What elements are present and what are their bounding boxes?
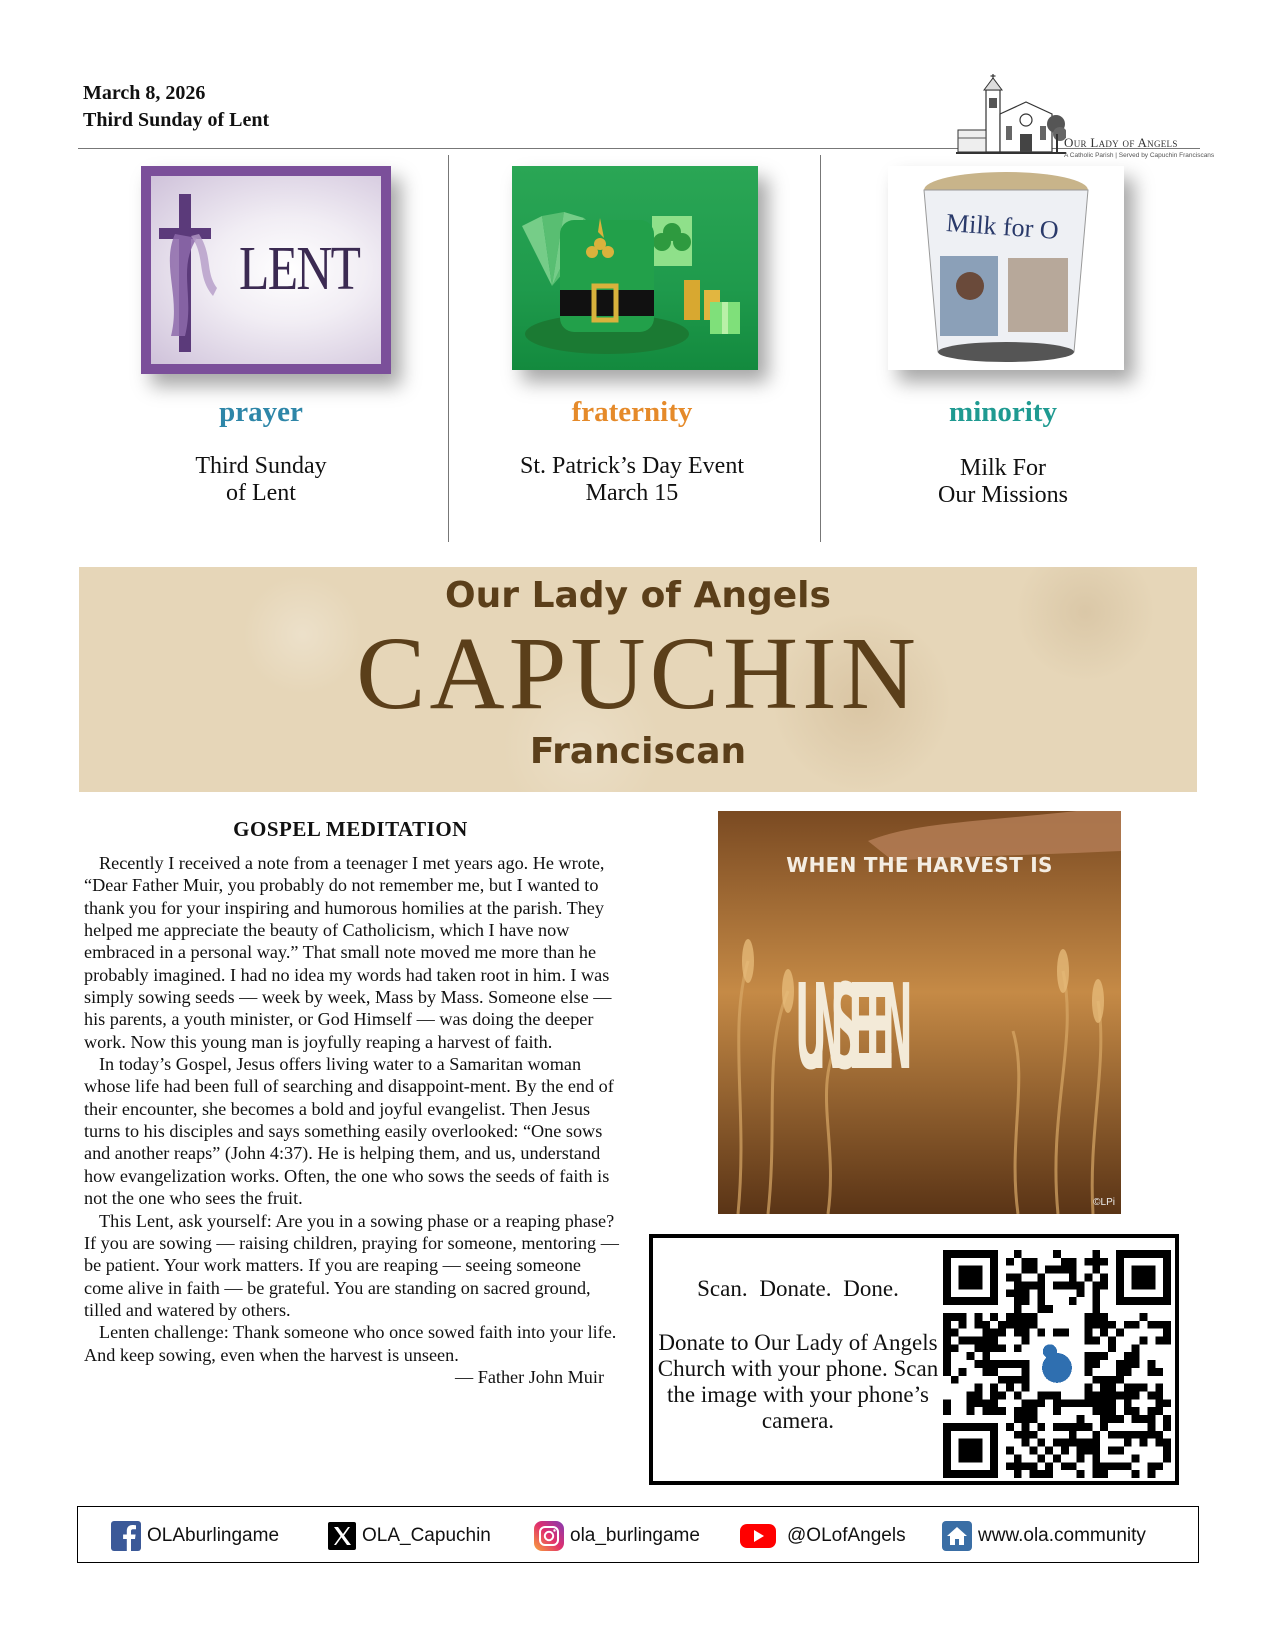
facebook-link[interactable] [111,1522,279,1550]
can-label-text: Milk for O [945,208,1060,245]
fraternity-heading: fraternity [571,396,693,428]
prayer-caption [101,453,421,507]
fraternity-caption-line1: St. Patrick’s Day Event [520,453,744,479]
minority-caption-line1: Milk For [959,455,1046,481]
bulletin-date: March 8, 2026 [83,82,206,104]
fraternity-caption [472,453,792,507]
website-link[interactable] [942,1522,1146,1550]
x-handle: OLA_Capuchin [362,1525,491,1546]
harvest-top-text: WHEN THE HARVEST IS [786,853,1053,877]
column-divider-2 [820,155,821,542]
lent-image [141,166,391,374]
instagram-icon [534,1521,564,1551]
donate-box [649,1234,1179,1485]
gospel-body [84,852,624,1388]
logo-name: Our Lady of Angels [1064,135,1178,150]
gospel-paragraph: Recently I received a note from a teenager I met years ago. He wrote, “Dear Father Muir, you probably do not remember me, but I wanted to thank you for your inspiring and humorous homilies at the parish. They helped me appreciate the beauty of Catholicism, which I have now embraced in a personal way.” That small note moved me more than he probably imagined. I had no idea my words had taken root in him. I was simply sowing seeds — week by week, Mass by Mass. Someone else — his parents, a youth minister, or God Himself — was doing the deeper work. Now this young man is joyfully reaping a harvest of faith. [84,853,612,1052]
facebook-handle: OLAburlingame [147,1525,280,1546]
column-divider-1 [448,155,449,542]
youtube-icon [739,1522,777,1550]
qr-code-icon [943,1250,1171,1478]
facebook-icon [111,1521,141,1551]
harvest-unseen-image [718,811,1121,1214]
banner-line3: Franciscan [529,731,747,772]
logo-tagline: A Catholic Parish | Served by Capuchin Franciscans [1064,152,1215,159]
youtube-handle: @OLofAngels [787,1525,906,1546]
gospel-title: GOSPEL MEDITATION [233,817,468,841]
instagram-link[interactable] [534,1522,700,1550]
prayer-caption-line2: of Lent [226,480,296,506]
st-patricks-image [512,166,758,370]
capuchin-banner [79,567,1197,792]
home-icon [942,1521,972,1551]
gospel-paragraph: This Lent, ask yourself: Are you in a sowing phase or a reaping phase? If you are sowing — raising children, praying for someone, mentoring — be patient. Your work matters. If you are reaping — seeing someone come alive in faith — be grateful. You are standing on sacred ground, tilled and watered by others. [84,1210,619,1320]
website-url: www.ola.community [978,1525,1146,1546]
minority-caption [843,455,1163,509]
prayer-caption-line1: Third Sunday [195,453,327,479]
donate-tagline: Scan. Donate. Done. [697,1276,899,1301]
lent-image-text: LENT [239,235,360,303]
banner-title: CAPUCHIN [356,616,920,731]
gospel-paragraph: In today’s Gospel, Jesus offers living water to a Samaritan woman whose life had been full of searching and disappoint-ment. By the end of their encounter, she becomes a bold and joyful evangelist. Then Jesus turns to his disciples and says something easily overlooked: “One sows and another reaps” (John 4:37). He is helping them, and us, understand how evangelization works. Often, the one who sows the seeds of faith is not the one who sees the fruit. [84,1054,614,1209]
youtube-link[interactable] [739,1522,906,1550]
x-icon [328,1522,356,1550]
prayer-heading: prayer [219,396,303,428]
donation-can-icon [888,166,1124,370]
x-link[interactable] [328,1522,491,1550]
minority-caption-line2: Our Missions [937,482,1069,508]
image-credit: ©LPi [1093,1197,1115,1208]
minority-heading: minority [949,396,1057,428]
instagram-handle: ola_burlingame [570,1525,700,1546]
fraternity-caption-line2: March 15 [585,480,679,506]
church-icon [956,74,1066,160]
banner-line1: Our Lady of Angels [445,575,831,616]
bulletin-date-block [83,80,269,134]
gospel-paragraph: Lenten challenge: Thank someone who once sowed faith into your life. And keep sowing, even when the harvest is unseen. [84,1322,617,1365]
liturgical-occasion: Third Sunday of Lent [83,109,270,131]
donate-qr-code[interactable] [943,1250,1171,1478]
gospel-signature: — Father John Muir [454,1366,604,1387]
donate-instructions: Donate to Our Lady of Angels Church with your phone. Scan the image with your phone’s camera. [657,1330,939,1433]
harvest-big-text: UNSEEN [796,958,900,1096]
leprechaun-hat-icon [512,166,758,370]
social-footer [77,1506,1199,1563]
milk-for-missions-image [888,166,1124,370]
